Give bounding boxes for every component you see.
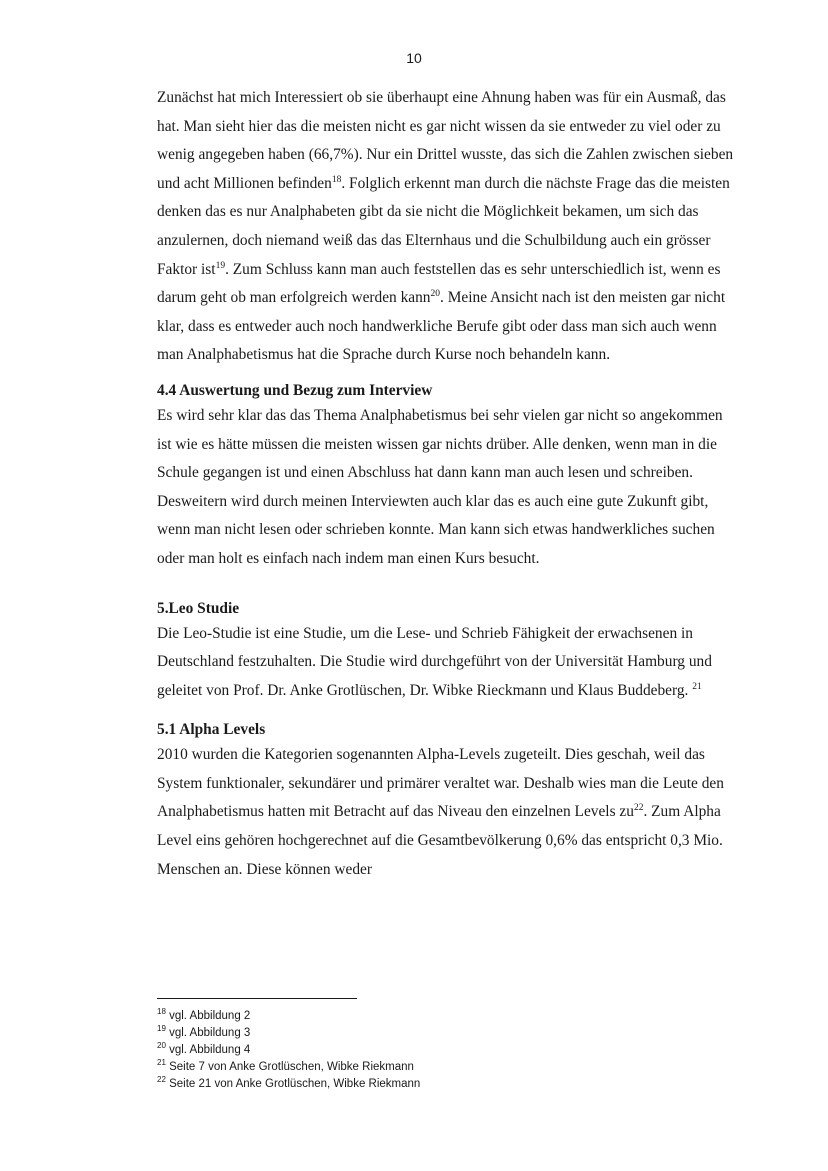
footnote-ref[interactable]: 22	[633, 803, 644, 814]
paragraph-text: Zunächst hat mich Interessiert ob sie überhaupt eine Ahnung haben was für ein Ausmaß, das hat. Man sieht hier das die meisten nicht es gar nicht wissen da sie entweder zu viel oder zu wenig angegeben haben (66,7%). Nur ein Drittel wusste, das sich die Zahlen zwischen sieben und acht Millionen befinden	[157, 89, 734, 192]
section-heading-alpha: 5.1 Alpha Levels	[157, 721, 266, 739]
footnote-text: Seite 7 von Anke Grotlüschen, Wibke Riekmann	[165, 1061, 414, 1073]
footnote-item	[157, 1025, 420, 1042]
footnote-ref[interactable]: 20	[430, 289, 441, 300]
footnote-divider	[157, 998, 357, 999]
footnote-text: vgl. Abbildung 4	[165, 1044, 251, 1056]
footnote-ref[interactable]: 18	[331, 174, 342, 185]
paragraph-text: 2010 wurden die Kategorien sogenannten Alpha-Levels zugeteilt. Dies geschah, weil das System funktionaler, sekundärer und primärer veraltet war. Deshalb wies man die Leute den Analphabetismus hatten mit Betracht auf das Niveau den einzelnen Levels zu	[157, 746, 724, 821]
footnotes	[157, 1008, 420, 1093]
footnote-item	[157, 1042, 420, 1059]
page-number: 10	[406, 50, 422, 66]
paragraph-text: . Folglich erkennt man durch die nächste Frage das die meisten denken das es nur Analphabeten gibt da sie nicht die Möglichkeit bekamen, um sich das anzulernen, doch niemand weiß das das Elternhaus und die Schulbildung auch ein grösser Faktor ist	[157, 174, 730, 278]
footnote-number: 22	[157, 1075, 166, 1085]
paragraph-intro	[157, 84, 737, 370]
footnote-number: 20	[157, 1041, 166, 1051]
footnote-item	[157, 1008, 420, 1025]
footnote-number: 21	[157, 1058, 166, 1068]
footnote-item	[157, 1076, 420, 1093]
paragraph-text: . Meine Ansicht nach ist den meisten gar nicht klar, dass es entweder auch noch handwerkliche Berufe gibt oder dass man sich auch wenn man Analphabetismus hat die Sprache durch Kurse noch behandeln kann.	[157, 289, 726, 364]
section-heading-leo: 5.Leo Studie	[157, 599, 240, 617]
footnote-number: 18	[157, 1007, 166, 1017]
section-heading-auswertung: 4.4 Auswertung und Bezug zum Interview	[157, 381, 433, 399]
paragraph-text: . Zum Schluss kann man auch feststellen das es sehr unterschiedlich ist, wenn es darum geht ob man erfolgreich werden kann	[157, 260, 721, 307]
paragraph-auswertung: Es wird sehr klar das das Thema Analphabetismus bei sehr vielen gar nicht so angekommen ist wie es hätte müssen die meisten wissen gar nichts drüber. Alle denken, wenn man in die Schule gegangen ist und einen Abschluss hat dann kann man auch lesen und schreiben. Desweitern wird durch meinen Interviewten auch klar das es auch eine gute Zukunft gibt, wenn man nicht lesen oder schrieben konnte. Man kann sich etwas handwerkliches suchen oder man holt es einfach nach indem man einen Kurs besucht.	[157, 406, 723, 567]
footnote-ref[interactable]: 19	[215, 260, 226, 271]
paragraph-text: . Zum Alpha Level eins gehören hochgerechnet auf die Gesamtbevölkerung 0,6% das entspricht 0,3 Mio. Menschen an. Diese können weder	[157, 803, 723, 878]
paragraph-text: Die Leo-Studie ist eine Studie, um die Lese- und Schrieb Fähigkeit der erwachsenen in Deutschland festzuhalten. Die Studie wird durchgeführt von der Universität Hamburg und geleitet von Prof. Dr. Anke Grotlüschen, Dr. Wibke Rieckmann und Klaus Buddeberg.	[157, 624, 712, 699]
footnote-number: 19	[157, 1024, 166, 1034]
footnote-text: Seite 21 von Anke Grotlüschen, Wibke Riekmann	[165, 1078, 421, 1090]
paragraph-alpha	[157, 741, 737, 884]
footnote-text: vgl. Abbildung 3	[165, 1027, 251, 1039]
footnote-item	[157, 1059, 420, 1076]
document-body	[157, 84, 737, 884]
footnote-text: vgl. Abbildung 2	[165, 1010, 251, 1022]
paragraph-leo	[157, 620, 737, 706]
footnote-ref[interactable]: 21	[692, 681, 702, 692]
